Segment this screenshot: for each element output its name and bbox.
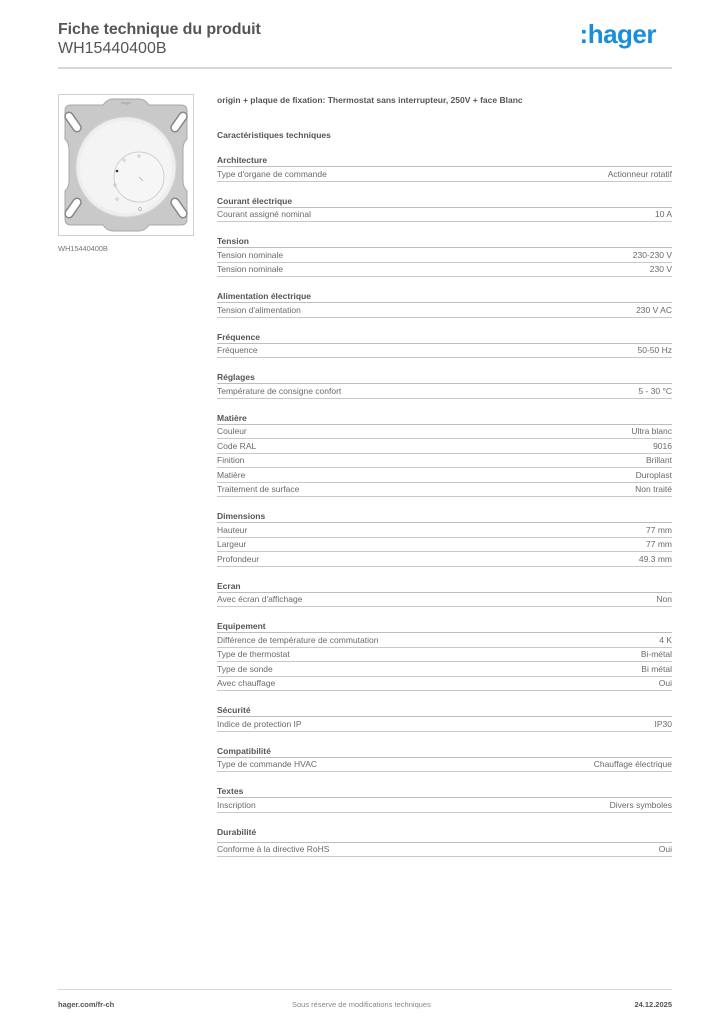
spec-label: Type de commande HVAC bbox=[217, 759, 317, 770]
hager-logo: :hager bbox=[579, 19, 656, 49]
spec-value: Actionneur rotatif bbox=[607, 168, 672, 179]
spec-row bbox=[217, 717, 672, 732]
spec-row bbox=[217, 483, 672, 498]
spec-row bbox=[217, 208, 672, 223]
section-dimensions bbox=[217, 511, 672, 567]
spec-value: Divers symboles bbox=[609, 799, 672, 810]
spec-value: 230-230 V bbox=[632, 249, 672, 260]
spec-value: Oui bbox=[658, 678, 672, 689]
spec-row bbox=[217, 677, 672, 692]
section-frequence bbox=[217, 332, 672, 359]
spec-label: Avec chauffage bbox=[217, 678, 276, 689]
section-matiere bbox=[217, 413, 672, 498]
spec-row bbox=[217, 633, 672, 648]
spec-value: 5 - 30 °C bbox=[638, 385, 672, 396]
spec-row bbox=[217, 538, 672, 553]
spec-value: Non bbox=[656, 594, 672, 605]
product-image bbox=[58, 94, 194, 236]
section-title: Textes bbox=[217, 786, 672, 798]
spec-value: 10 A bbox=[654, 209, 672, 220]
spec-label: Tension nominale bbox=[217, 249, 284, 260]
spec-value: 49.3 mm bbox=[638, 553, 672, 564]
spec-value: Brillant bbox=[646, 455, 672, 466]
spec-label: Avec écran d'affichage bbox=[217, 594, 303, 605]
spec-value: Ultra blanc bbox=[631, 426, 672, 437]
page-footer bbox=[58, 998, 672, 1010]
spec-row bbox=[217, 248, 672, 263]
disclaimer-note: Sous réserve de modifications techniques bbox=[292, 999, 431, 1009]
spec-row bbox=[217, 523, 672, 538]
spec-label: Tension nominale bbox=[217, 264, 284, 275]
section-reglages bbox=[217, 372, 672, 399]
spec-row bbox=[217, 263, 672, 278]
spec-value: 77 mm bbox=[646, 539, 672, 550]
footer-divider bbox=[58, 989, 672, 990]
spec-value: Oui bbox=[658, 844, 672, 855]
specs-heading: Caractéristiques techniques bbox=[217, 130, 331, 140]
spec-row bbox=[217, 384, 672, 399]
spec-value: 230 V AC bbox=[636, 304, 672, 315]
section-courant-electrique bbox=[217, 196, 672, 223]
spec-value: IP30 bbox=[654, 718, 672, 729]
spec-label: Différence de température de commutation bbox=[217, 634, 379, 645]
product-description: origin + plaque de fixation: Thermostat sans interrupteur, 250V + face Blanc bbox=[217, 95, 523, 105]
section-title: Alimentation électrique bbox=[217, 291, 672, 303]
section-title: Ecran bbox=[217, 581, 672, 593]
section-title: Durabilité bbox=[217, 827, 672, 843]
spec-value: Chauffage électrique bbox=[593, 759, 672, 770]
spec-row bbox=[217, 552, 672, 567]
section-securite bbox=[217, 705, 672, 732]
section-title: Sécurité bbox=[217, 705, 672, 717]
spec-row bbox=[217, 662, 672, 677]
spec-row bbox=[217, 468, 672, 483]
section-alimentation-electrique bbox=[217, 291, 672, 318]
spec-value: 4 K bbox=[659, 634, 672, 645]
spec-label: Indice de protection IP bbox=[217, 718, 302, 729]
spec-label: Matière bbox=[217, 469, 246, 480]
spec-value: 230 V bbox=[649, 264, 672, 275]
section-durabilite bbox=[217, 827, 672, 858]
spec-label: Courant assigné nominal bbox=[217, 209, 312, 220]
spec-label: Couleur bbox=[217, 426, 247, 437]
spec-value: Bi-métal bbox=[640, 649, 672, 660]
spec-row bbox=[217, 303, 672, 318]
spec-label: Finition bbox=[217, 455, 245, 466]
spec-label: Inscription bbox=[217, 799, 256, 810]
spec-label: Tension d'alimentation bbox=[217, 304, 301, 315]
section-title: Architecture bbox=[217, 155, 672, 167]
section-title: Compatibilité bbox=[217, 746, 672, 758]
spec-row bbox=[217, 798, 672, 813]
spec-label: Profondeur bbox=[217, 553, 260, 564]
section-architecture bbox=[217, 155, 672, 182]
section-title: Fréquence bbox=[217, 332, 672, 344]
section-title: Tension bbox=[217, 236, 672, 248]
website-link[interactable]: hager.com/fr-ch bbox=[58, 999, 115, 1009]
spec-label: Hauteur bbox=[217, 524, 248, 535]
spec-label: Température de consigne confort bbox=[217, 385, 342, 396]
spec-row bbox=[217, 758, 672, 773]
spec-label: Type de thermostat bbox=[217, 649, 290, 660]
section-title: Courant électrique bbox=[217, 196, 672, 208]
spec-row bbox=[217, 454, 672, 469]
section-title: Dimensions bbox=[217, 511, 672, 523]
spec-row bbox=[217, 439, 672, 454]
spec-row bbox=[217, 167, 672, 182]
section-title: Equipement bbox=[217, 621, 672, 633]
spec-label: Traitement de surface bbox=[217, 484, 300, 495]
product-image-caption: WH15440400B bbox=[58, 244, 108, 253]
section-equipement bbox=[217, 621, 672, 691]
spec-row bbox=[217, 843, 672, 858]
svg-text:hager: hager bbox=[121, 100, 132, 105]
section-textes bbox=[217, 786, 672, 813]
section-title: Réglages bbox=[217, 372, 672, 384]
document-date: 24.12.2025 bbox=[634, 999, 672, 1009]
spec-value: Duroplast bbox=[635, 469, 672, 480]
spec-label: Fréquence bbox=[217, 345, 258, 356]
spec-value: Bi métal bbox=[641, 663, 672, 674]
section-title: Matière bbox=[217, 413, 672, 425]
spec-row bbox=[217, 425, 672, 440]
spec-label: Type de sonde bbox=[217, 663, 273, 674]
spec-label: Largeur bbox=[217, 539, 247, 550]
spec-value: 77 mm bbox=[646, 524, 672, 535]
section-tension bbox=[217, 236, 672, 277]
spec-content bbox=[217, 94, 672, 857]
spec-row bbox=[217, 648, 672, 663]
spec-row bbox=[217, 593, 672, 608]
page-title: Fiche technique du produit bbox=[58, 21, 261, 38]
section-compatibilite bbox=[217, 746, 672, 773]
spec-value: 50-50 Hz bbox=[637, 345, 672, 356]
section-ecran bbox=[217, 581, 672, 608]
page-header bbox=[58, 20, 672, 70]
thermostat-illustration bbox=[59, 95, 193, 235]
spec-label: Conforme à la directive RoHS bbox=[217, 844, 330, 855]
spec-value: Non traité bbox=[635, 484, 672, 495]
header-divider bbox=[58, 67, 672, 69]
spec-row bbox=[217, 344, 672, 359]
spec-label: Type d'organe de commande bbox=[217, 168, 327, 179]
spec-value: 9016 bbox=[653, 440, 672, 451]
product-code: WH15440400B bbox=[58, 40, 167, 57]
spec-label: Code RAL bbox=[217, 440, 257, 451]
